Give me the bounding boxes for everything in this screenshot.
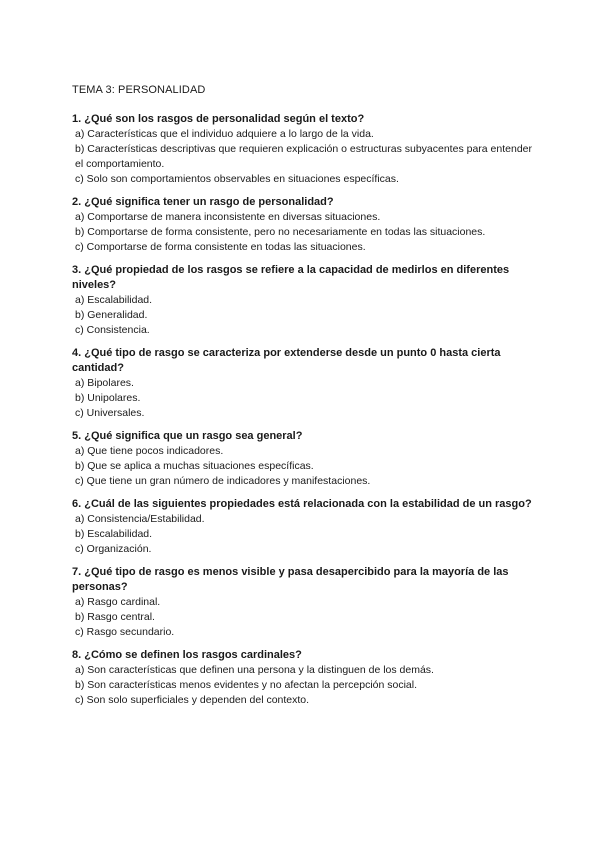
option-a: a) Comportarse de manera inconsistente en diversas situaciones.: [75, 211, 381, 223]
question-title: 7. ¿Qué tipo de rasgo es menos visible y pasa desapercibido para la mayoría de las personas?: [72, 566, 509, 593]
option-b: b) Son características menos evidentes y no afectan la percepción social.: [75, 679, 418, 691]
option-a: a) Rasgo cardinal.: [75, 596, 161, 608]
option-c: c) Universales.: [75, 407, 145, 419]
question-title: 3. ¿Qué propiedad de los rasgos se refiere a la capacidad de medirlos en diferentes niveles?: [72, 264, 510, 291]
question-6: [72, 497, 532, 557]
question-title: 8. ¿Cómo se definen los rasgos cardinales?: [72, 649, 302, 661]
option-c: c) Organización.: [75, 543, 152, 555]
option-c: c) Solo son comportamientos observables en situaciones específicas.: [75, 173, 399, 185]
option-b: b) Comportarse de forma consistente, pero no necesariamente en todas las situaciones.: [75, 226, 486, 238]
option-b: b) Que se aplica a muchas situaciones específicas.: [75, 460, 314, 472]
option-b: b) Unipolares.: [75, 392, 141, 404]
question-title: 4. ¿Qué tipo de rasgo se caracteriza por extenderse desde un punto 0 hasta cierta cantidad?: [72, 347, 501, 374]
option-c: c) Que tiene un gran número de indicadores y manifestaciones.: [75, 475, 371, 487]
question-title: 5. ¿Qué significa que un rasgo sea general?: [72, 430, 303, 442]
question-7: [72, 565, 532, 640]
option-b: b) Generalidad.: [75, 309, 148, 321]
question-8: [72, 648, 532, 708]
question-3: [72, 263, 532, 338]
question-4: [72, 346, 532, 421]
option-c: c) Comportarse de forma consistente en todas las situaciones.: [75, 241, 366, 253]
question-2: [72, 195, 532, 255]
question-list: [72, 112, 532, 716]
question-title: 2. ¿Qué significa tener un rasgo de personalidad?: [72, 196, 334, 208]
option-a: a) Que tiene pocos indicadores.: [75, 445, 224, 457]
option-c: c) Consistencia.: [75, 324, 150, 336]
option-c: c) Rasgo secundario.: [75, 626, 175, 638]
option-b: b) Rasgo central.: [75, 611, 155, 623]
option-a: a) Consistencia/Estabilidad.: [75, 513, 205, 525]
option-a: a) Son características que definen una persona y la distinguen de los demás.: [75, 664, 434, 676]
question-5: [72, 429, 532, 489]
question-title: 6. ¿Cuál de las siguientes propiedades está relacionada con la estabilidad de un rasgo?: [72, 498, 532, 510]
option-b: b) Escalabilidad.: [75, 528, 153, 540]
option-a: a) Escalabilidad.: [75, 294, 153, 306]
question-title: 1. ¿Qué son los rasgos de personalidad según el texto?: [72, 113, 365, 125]
option-a: a) Características que el individuo adquiere a lo largo de la vida.: [75, 128, 374, 140]
option-b: b) Características descriptivas que requieren explicación o estructuras subyacentes para entender el comportamiento.: [75, 143, 532, 170]
question-1: [72, 112, 532, 187]
option-c: c) Son solo superficiales y dependen del contexto.: [75, 694, 310, 706]
option-a: a) Bipolares.: [75, 377, 134, 389]
document-title: TEMA 3: PERSONALIDAD: [72, 84, 206, 96]
